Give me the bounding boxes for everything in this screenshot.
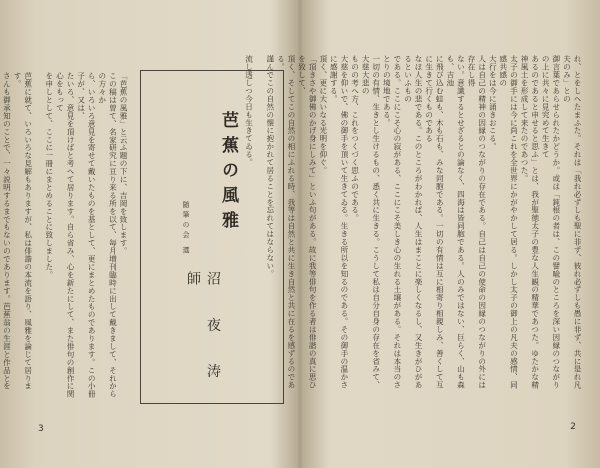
series-label: 随筆の会 選	[182, 201, 190, 257]
right-page	[244, 0, 600, 468]
title-box	[140, 70, 284, 404]
left-page-body-text: 「芭蕉の風雅」と云ふ題の下に、吉岡を致します。 この稿は曽て、名家研究に亘り来る所を以て、毎月増刊臨時に出して戴きまして、それからの方々か ら、いろいろ意見を寄せて戴いたものを基として、更にまとめたものであります。この小冊子が、又は、 たいろ、意見を頂けばと考へて居ります。自ら省み、心を新たにして、また俳句の創作に関心をもって を申しとして、ここに一冊にまとめることに致しました。 芭蕉に就て、いろいろな見解もありますが、私は俳諧の本流を語り、風雅を論じて居ります。 さんも御承知のことで、一々説明するまでもないのであります。芭蕉翁の生涯と作品とを	[2, 72, 128, 398]
author-name: 沼 夜 涛 師	[185, 271, 221, 392]
right-page-number: 2	[570, 422, 576, 432]
left-page-number: 3	[38, 424, 44, 434]
essay-title: 芭蕉の風雅	[218, 111, 238, 236]
right-page-body-text: れ、とをしへたまふた。それは「我れ必ずしも聖に非ず、彼れ必ずしも愚に非ず、共に是れ凡夫のみ」との 御言葉であらせられたかどうか。或は「鈍根の者は、この譬喩のところを深い因縁のつながりの上に共々に見究めて生きて あるのであると申せると思ふ」とは、我が聖徳太子の豊な人生観の精華であつた。ゆたかな精神風土を形成して来たのであつた。 太子の御手には今に尚これを全世界にかがやかして居る。しかし太子の御上の凡夫の感情、同感共感の 大行をは今に涌きおこる。 人は自己の精神の因縁のつながりの存在である。自己は自己の使命の因縁のつながりの外には存在し得 ない。意識するとせざるとの論なく、四海は皆同胞である。人のみではない、巨らく、山も森も、吉池 に飛び込む蛙も、木も石も、みな同胞である。一切の有情は互に相寄り相親しみ、善くして互に生きて行くものである なほ人生の悲である。このところがわかれば、人生はまことに楽しくなるし、又生きがひがあるといふもの である。ここにこそ心の寂がある、ここにこそ美しき心の生れる土壌がある。それは本当のさとりの境地である。 一切の有情、生きとし生けるもの、悉く共に生きる。こうして私は自分自身の存在を省みて、大慈大悲の ものの考へ方、これをつくづく思ふのである。 大慈を仰いで、佛の御手を頂いて生きてゐる。生きる所以を知るのである。その御手の温かさに感謝する。 頂く、更に大いなる光明を仰ぐ。 「頂きさや御佛のかげ身にしみて」といふ句がある。故に我等俳句を作る者は俳諧の真に思ひを致して、 頂く、そしてこの自然の相にふれる時、我等は自然と共に生き自然と共に在るを感ずるのである。 謹んでこの自然の懐に抱かれて居ることを忘れてはならない。 流し透しつ今日も生きてゐる。	[244, 55, 582, 389]
